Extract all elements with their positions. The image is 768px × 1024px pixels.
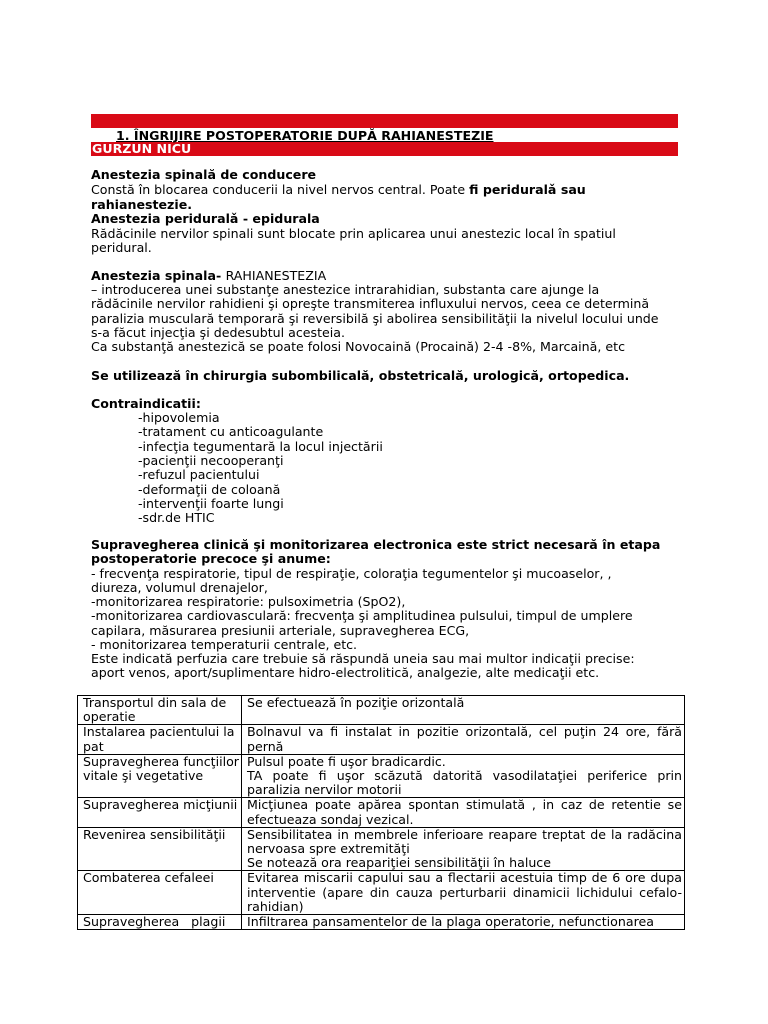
paragraph-line: rahianestezie. xyxy=(91,197,193,212)
table-cell-text: Micţiunea poate apărea spontan stimulată , in caz de retentie se efectueaza sondaj vezical. xyxy=(242,798,685,827)
paragraph-line: rădăcinile nervilor rahidieni şi opreşte transmiterea influxului nervos, ceea ce determină xyxy=(91,296,650,311)
table-cell-label: Supravegherea micţiunii xyxy=(78,798,242,827)
paragraph-line: s-a făcut injecţia şi dedesubtul acesteia. xyxy=(91,325,345,340)
paragraph-line: diureza, volumul drenajelor, xyxy=(91,580,268,595)
paragraph-bold: Supravegherea clinică şi monitorizarea electronica este strict necesară în etapa xyxy=(91,537,661,552)
table-row xyxy=(78,696,685,725)
paragraph-line: capilara, măsurarea presiunii arteriale, supravegherea ECG, xyxy=(91,623,470,638)
list-item: -refuzul pacientului xyxy=(138,467,260,482)
heading-part: RAHIANESTEZIA xyxy=(225,268,327,283)
list-item: -tratament cu anticoagulante xyxy=(138,424,324,439)
table-row xyxy=(78,915,685,930)
table-row xyxy=(78,827,685,871)
list-item: -sdr.de HTIC xyxy=(138,510,215,525)
list-item: -deformaţii de coloană xyxy=(138,482,281,497)
table-row xyxy=(78,754,685,798)
text-span: Constă în blocarea conducerii la nivel nervos central. Poate xyxy=(91,182,470,197)
list-item: -pacienţii necooperanţi xyxy=(138,453,284,468)
paragraph-bold: Se utilizează în chirurgia subombilicală, obstetricală, urologică, ortopedica. xyxy=(91,368,630,383)
table-cell-text: Sensibilitatea in membrele inferioare reapare treptat de la radăcina nervoasa spre extremităţi Se notează ora reapariţiei sensibilităţii în haluce xyxy=(242,827,685,871)
table-cell-label: Combaterea cefaleei xyxy=(78,871,242,915)
paragraph-line: - frecvenţa respiratorie, tipul de respiraţie, coloraţia tegumentelor şi mucoaselor, , xyxy=(91,566,612,581)
heading-part: Anestezia spinala- xyxy=(91,268,226,283)
table-cell-text: Pulsul poate fi uşor bradicardic. TA poate fi uşor scăzută datorită vasodilataţiei periferice prin paralizia nervilor motorii xyxy=(242,754,685,798)
section-heading: Contraindicatii: xyxy=(91,396,201,411)
text-span-bold: fi periduralǎ sau xyxy=(469,182,586,197)
paragraph-line: - monitorizarea temperaturii centrale, etc. xyxy=(91,637,358,652)
section-heading: Anestezia spinală de conducere xyxy=(91,167,317,182)
document-title: 1. ÎNGRIJIRE POSTOPERATORIE DUPĂ RAHIANESTEZIE xyxy=(116,128,494,143)
table-cell-text: Bolnavul va fi instalat in pozitie orizontală, cel puţin 24 ore, fără pernă xyxy=(242,725,685,754)
paragraph-line: aport venos, aport/suplimentare hidro-electrolitică, analgezie, alte medicaţii etc. xyxy=(91,665,600,680)
table-cell-label: Supravegherea funcţiilor vitale şi vegetative xyxy=(78,754,242,798)
table-row xyxy=(78,725,685,754)
paragraph-line: paralizia musculară temporară şi reversibilă şi abolirea sensibilităţii la nivelul locului unde xyxy=(91,311,659,326)
paragraph-line xyxy=(91,183,586,198)
care-table xyxy=(77,695,685,930)
paragraph-bold: postoperatorie precoce şi anume: xyxy=(91,551,331,566)
table-row xyxy=(78,798,685,827)
paragraph-line: -monitorizarea respiratorie: pulsoximetria (SpO2), xyxy=(91,594,406,609)
section-heading: Anestezia periduralǎ - epidurala xyxy=(91,211,320,226)
list-item: -intervenţii foarte lungi xyxy=(138,496,284,511)
paragraph-line: peridural. xyxy=(91,240,152,255)
table-cell-label: Revenirea sensibilităţii xyxy=(78,827,242,871)
paragraph-line: -monitorizarea cardiovasculară: frecvenţa şi amplitudinea pulsului, timpul de umplere xyxy=(91,608,633,623)
author-name: GURZUN NICU xyxy=(92,141,192,156)
list-item: -hipovolemia xyxy=(138,410,220,425)
paragraph-line: Este indicată perfuzia care trebuie să răspundă uneia sau mai multor indicaţii precise: xyxy=(91,651,635,666)
table-cell-label: Transportul din sala de operatie xyxy=(78,696,242,725)
list-item: -infecţia tegumentară la locul injectării xyxy=(138,439,383,454)
table-cell-label: Instalarea pacientului la pat xyxy=(78,725,242,754)
table-cell-label: Supravegherea plagii xyxy=(78,915,242,930)
paragraph-line: Ca substanţă anestezică se poate folosi Novocaină (Procaină) 2-4 -8%, Marcaină, etc xyxy=(91,339,625,354)
table-cell-text: Infiltrarea pansamentelor de la plaga operatorie, nefunctionarea xyxy=(242,915,685,930)
paragraph-line: Rădăcinile nervilor spinali sunt blocate prin aplicarea unui anestezic local în spatiul xyxy=(91,226,616,241)
table-row xyxy=(78,871,685,915)
paragraph-line: – introducerea unei substanţe anestezice intrarahidian, substanta care ajunge la xyxy=(91,282,600,297)
table-cell-text: Evitarea miscarii capului sau a flectarii acestuia timp de 6 ore dupa interventie (apare din cauza perturbarii dinamicii lichidului cefalo-rahidian) xyxy=(242,871,685,915)
header-red-bar xyxy=(91,114,678,128)
table-cell-text: Se efectuează în poziţie orizontală xyxy=(242,696,685,725)
